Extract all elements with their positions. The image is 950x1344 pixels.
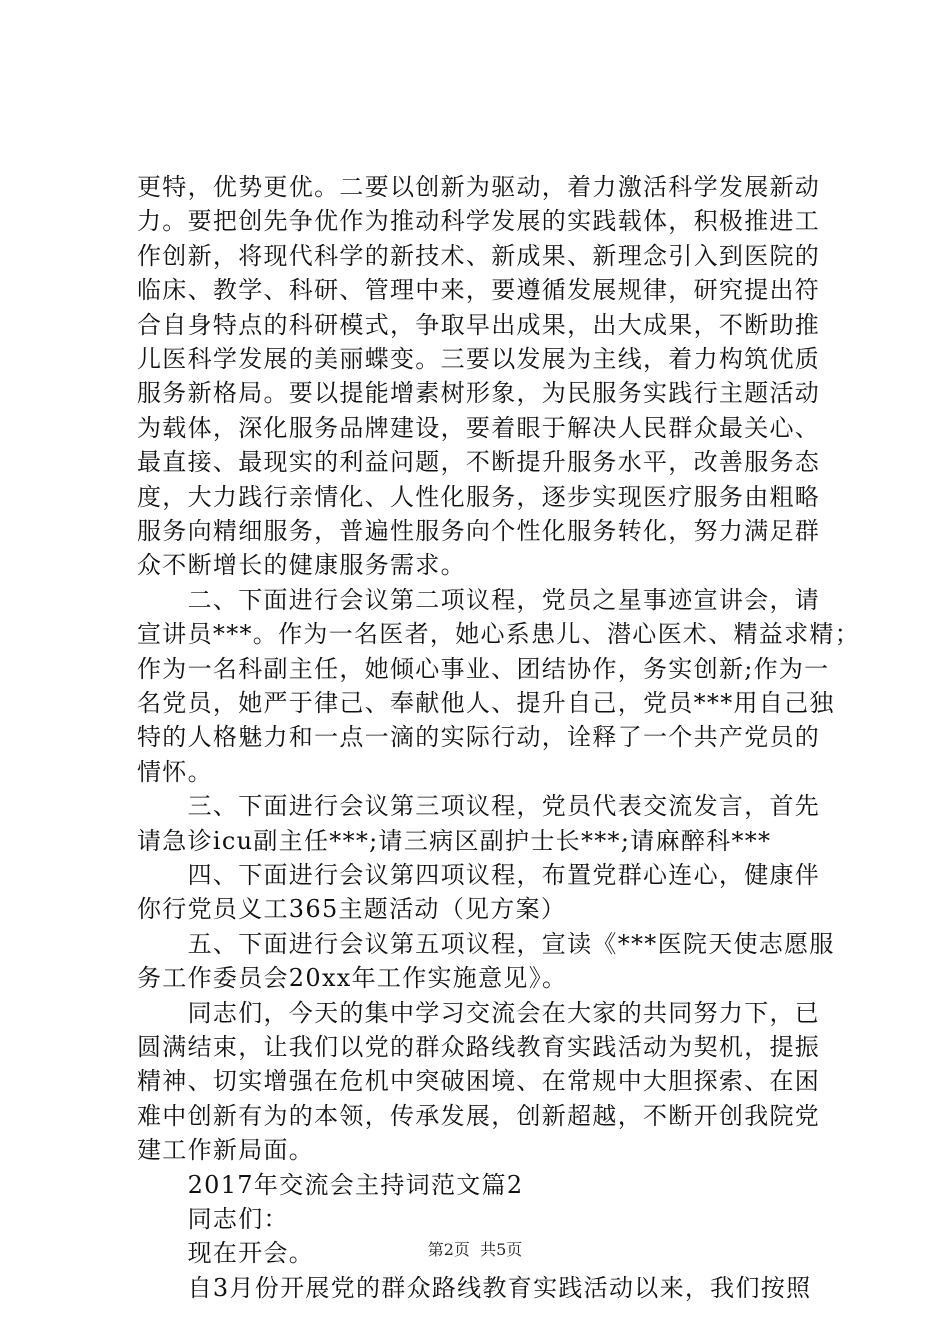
text-line: 力。要把创先争优作为推动科学发展的实践载体，积极推进工	[137, 207, 821, 236]
text-line: 临床、教学、科研、管理中来，要遵循发展规律，研究提出符	[137, 276, 821, 305]
text-line: 作创新，将现代科学的新技术、新成果、新理念引入到医院的	[137, 241, 821, 270]
text-line: 五、下面进行会议第五项议程，宣读《***医院天使志愿服	[137, 929, 835, 958]
text-line: 同志们，今天的集中学习交流会在大家的共同努力下，已	[137, 998, 821, 1027]
text-line: 情怀。	[137, 757, 213, 786]
text-line: 儿医科学发展的美丽蝶变。三要以发展为主线，着力构筑优质	[137, 345, 821, 373]
text-line: 宣讲员***。作为一名医者，她心系患儿、潜心医术、精益求精；	[137, 620, 860, 649]
text-line: 服务新格局。要以提能增素树形象，为民服务实践行主题活动	[137, 379, 821, 408]
text-line: 请急诊icu副主任***;请三病区副护士长***;请麻醉科***	[137, 826, 772, 855]
text-line: 最直接、最现实的利益问题，不断提升服务水平，改善服务态	[137, 448, 821, 477]
page-footer	[0, 1240, 950, 1260]
text-line: 自3月份开展党的群众路线教育实践活动以来，我们按照	[137, 1273, 812, 1302]
text-line: 精神、切实增强在危机中突破困境、在常规中大胆探索、在困	[137, 1067, 821, 1096]
text-line: 服务向精细服务，普遍性服务向个性化服务转化，努力满足群	[137, 517, 821, 545]
text-line: 度，大力践行亲情化、人性化服务，逐步实现医疗服务由粗略	[137, 482, 821, 511]
text-line: 为载体，深化服务品牌建设，要着眼于解决人民群众最关心、	[137, 413, 821, 442]
text-line: 作为一名科副主任，她倾心事业、团结协作，务实创新;作为一	[137, 654, 830, 683]
text-line: 难中创新有为的本领，传承发展，创新超越，不断开创我院党	[137, 1101, 821, 1130]
text-line: 四、下面进行会议第四项议程，布置党群心连心，健康伴	[137, 861, 821, 889]
text-line: 合自身特点的科研模式，争取早出成果，出大成果，不断助推	[137, 310, 821, 339]
text-line: 2017年交流会主持词范文篇2	[137, 1170, 524, 1199]
text-line: 更特，优势更优。二要以创新为驱动，着力激活科学发展新动	[137, 173, 821, 201]
text-line: 三、下面进行会议第三项议程，党员代表交流发言，首先	[137, 792, 821, 821]
text-line: 现在开会。	[137, 1239, 315, 1268]
text-line: 圆满结束，让我们以党的群众路线教育实践活动为契机，提振	[137, 1033, 821, 1061]
text-line: 务工作委员会20xx年工作实施意见》。	[137, 964, 568, 993]
text-line: 二、下面进行会议第二项议程，党员之星事迹宣讲会，请	[137, 585, 821, 614]
page-number: 第2页 共5页	[427, 1240, 523, 1259]
text-line: 建工作新局面。	[137, 1136, 315, 1165]
text-line: 特的人格魅力和一点一滴的实际行动，诠释了一个共产党员的	[137, 723, 821, 752]
text-line: 你行党员义工365主题活动（见方案）	[137, 895, 567, 924]
text-line: 名党员，她严于律己、奉献他人、提升自己，党员***用自己独	[137, 689, 835, 717]
text-line: 众不断增长的健康服务需求。	[137, 551, 466, 580]
text-line: 同志们：	[137, 1205, 289, 1233]
